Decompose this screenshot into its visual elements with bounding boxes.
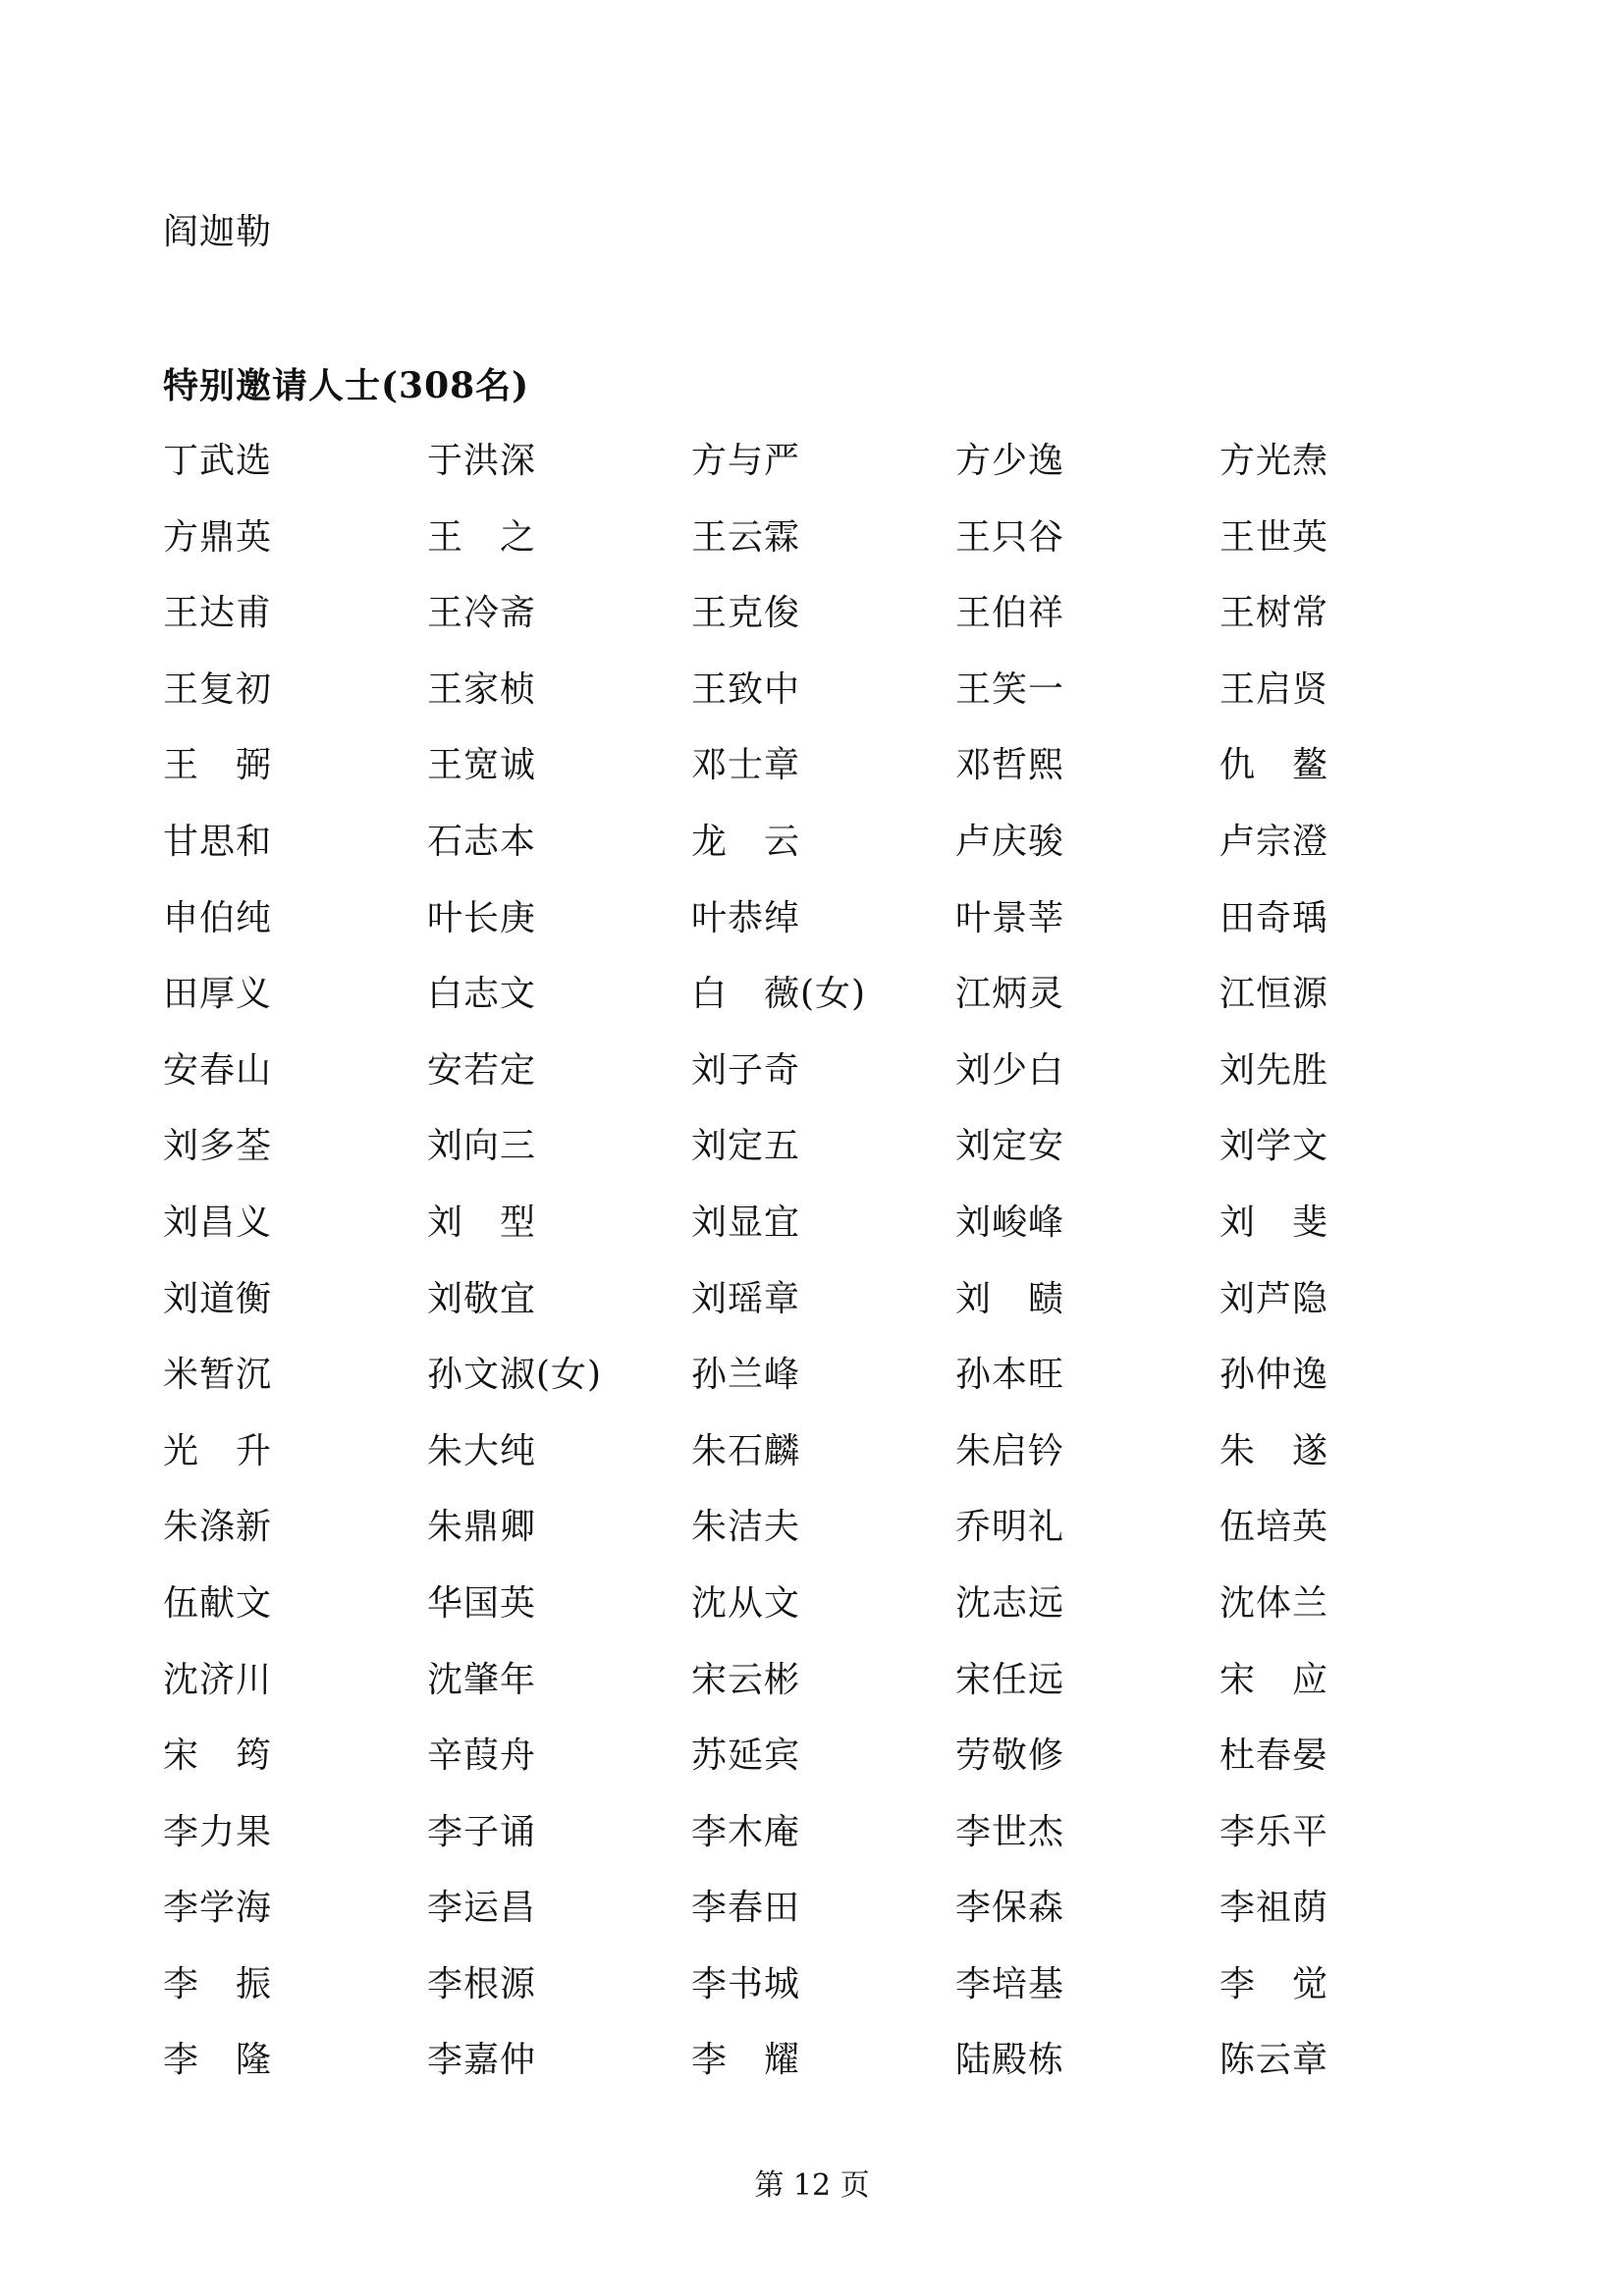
name-entry: 白志文: [427, 974, 537, 1015]
name-entry: 刘向三: [427, 1126, 537, 1167]
name-entry: 李春田: [691, 1888, 801, 1929]
name-entry: 方与严: [691, 441, 801, 481]
name-entry: 光 升: [163, 1430, 273, 1471]
name-entry: 王云霖: [691, 516, 801, 558]
name-entry: 甘思和: [163, 821, 273, 862]
name-entry: 李保森: [955, 1888, 1065, 1929]
preceding-name: 阎迦勒: [163, 212, 273, 252]
name-entry: 陆殿栋: [955, 2040, 1065, 2081]
name-entry: 李 振: [163, 1963, 273, 2004]
name-entry: 方光焘: [1219, 441, 1329, 481]
name-entry: 刘 斐: [1219, 1201, 1329, 1243]
name-entry: 王达甫: [163, 593, 273, 634]
name-entry: 刘瑶章: [691, 1278, 801, 1319]
name-entry: 李书城: [691, 1963, 801, 2004]
name-entry: 王树常: [1219, 593, 1329, 634]
name-entry: 田厚义: [163, 974, 273, 1015]
name-entry: 王致中: [691, 668, 801, 710]
name-entry: 刘 型: [427, 1201, 537, 1243]
name-entry: 朱鼎卿: [427, 1507, 537, 1548]
name-entry: 王冷斋: [427, 593, 537, 634]
section-heading: 特别邀请人士(308名): [163, 365, 530, 406]
name-entry: 朱涤新: [163, 1507, 273, 1548]
name-entry: 安春山: [163, 1049, 273, 1091]
name-entry: 李世杰: [955, 1811, 1065, 1852]
name-entry: 白 薇(女): [691, 974, 867, 1015]
name-entry: 刘少白: [955, 1049, 1065, 1091]
name-entry: 华国英: [427, 1582, 537, 1624]
name-entry: 朱 遂: [1219, 1430, 1329, 1471]
name-entry: 石志本: [427, 821, 537, 862]
name-entry: 江炳灵: [955, 974, 1065, 1015]
name-entry: 孙仲逸: [1219, 1355, 1329, 1396]
name-entry: 李运昌: [427, 1888, 537, 1929]
name-entry: 于洪深: [427, 441, 537, 481]
name-entry: 沈体兰: [1219, 1582, 1329, 1624]
name-entry: 卢宗澄: [1219, 821, 1329, 862]
name-entry: 安若定: [427, 1049, 537, 1091]
name-entry: 伍献文: [163, 1582, 273, 1624]
name-entry: 李乐平: [1219, 1811, 1329, 1852]
name-entry: 王家桢: [427, 668, 537, 710]
name-entry: 刘定安: [955, 1126, 1065, 1167]
name-entry: 朱石麟: [691, 1430, 801, 1471]
name-entry: 刘先胜: [1219, 1049, 1329, 1091]
name-entry: 王只谷: [955, 516, 1065, 558]
name-entry: 孙文淑(女): [427, 1355, 603, 1396]
name-entry: 李力果: [163, 1811, 273, 1852]
name-entry: 沈志远: [955, 1582, 1065, 1624]
name-entry: 李培基: [955, 1963, 1065, 2004]
name-entry: 沈从文: [691, 1582, 801, 1624]
name-entry: 孙兰峰: [691, 1355, 801, 1396]
name-entry: 李木庵: [691, 1811, 801, 1852]
name-entry: 乔明礼: [955, 1507, 1065, 1548]
name-entry: 王世英: [1219, 516, 1329, 558]
name-entry: 李 觉: [1219, 1963, 1329, 2004]
name-entry: 邓士章: [691, 745, 801, 786]
name-entry: 刘显宜: [691, 1201, 801, 1243]
name-entry: 刘芦隐: [1219, 1278, 1329, 1319]
name-entry: 江恒源: [1219, 974, 1329, 1015]
name-entry: 刘 赜: [955, 1278, 1065, 1319]
name-entry: 邓哲熙: [955, 745, 1065, 786]
name-entry: 叶长庚: [427, 897, 537, 938]
name-entry: 叶景莘: [955, 897, 1065, 938]
name-entry: 李根源: [427, 1963, 537, 2004]
name-entry: 王伯祥: [955, 593, 1065, 634]
name-entry: 李嘉仲: [427, 2040, 537, 2081]
name-entry: 王 弼: [163, 745, 273, 786]
name-entry: 王 之: [427, 516, 537, 558]
name-entry: 李学海: [163, 1888, 273, 1929]
name-entry: 王克俊: [691, 593, 801, 634]
name-entry: 李 耀: [691, 2040, 801, 2081]
name-entry: 刘学文: [1219, 1126, 1329, 1167]
name-entry: 丁武选: [163, 441, 273, 481]
name-entry: 宋云彬: [691, 1659, 801, 1700]
name-entry: 朱大纯: [427, 1430, 537, 1471]
name-entry: 方少逸: [955, 441, 1065, 481]
name-entry: 卢庆骏: [955, 821, 1065, 862]
name-entry: 陈云章: [1219, 2040, 1329, 2081]
name-entry: 龙 云: [691, 821, 801, 862]
name-entry: 刘敬宜: [427, 1278, 537, 1319]
name-entry: 田奇瑀: [1219, 897, 1329, 938]
name-entry: 叶恭绰: [691, 897, 801, 938]
name-entry: 刘昌义: [163, 1201, 273, 1243]
name-entry: 李 隆: [163, 2040, 273, 2081]
name-entry: 伍培英: [1219, 1507, 1329, 1548]
name-entry: 劳敬修: [955, 1735, 1065, 1777]
name-entry: 孙本旺: [955, 1355, 1065, 1396]
name-entry: 沈济川: [163, 1659, 273, 1700]
name-entry: 刘定五: [691, 1126, 801, 1167]
page-number: 第 12 页: [754, 2168, 870, 2203]
name-entry: 杜春晏: [1219, 1735, 1329, 1777]
name-list: [163, 437, 1479, 2112]
name-entry: 申伯纯: [163, 897, 273, 938]
name-entry: 辛葭舟: [427, 1735, 537, 1777]
name-entry: 沈肇年: [427, 1659, 537, 1700]
name-entry: 宋 筠: [163, 1735, 273, 1777]
name-entry: 朱启钤: [955, 1430, 1065, 1471]
name-entry: 米暂沉: [163, 1355, 273, 1396]
name-entry: 王复初: [163, 668, 273, 710]
name-entry: 方鼎英: [163, 516, 273, 558]
name-entry: 王启贤: [1219, 668, 1329, 710]
name-entry: 王笑一: [955, 668, 1065, 710]
name-entry: 宋任远: [955, 1659, 1065, 1700]
name-entry: 宋 应: [1219, 1659, 1329, 1700]
name-entry: 朱洁夫: [691, 1507, 801, 1548]
name-entry: 刘峻峰: [955, 1201, 1065, 1243]
name-entry: 王宽诚: [427, 745, 537, 786]
name-entry: 仇 鳌: [1219, 745, 1329, 786]
name-entry: 刘多荃: [163, 1126, 273, 1167]
name-entry: 刘道衡: [163, 1278, 273, 1319]
name-entry: 李子诵: [427, 1811, 537, 1852]
name-entry: 李祖荫: [1219, 1888, 1329, 1929]
name-entry: 苏延宾: [691, 1735, 801, 1777]
name-entry: 刘子奇: [691, 1049, 801, 1091]
